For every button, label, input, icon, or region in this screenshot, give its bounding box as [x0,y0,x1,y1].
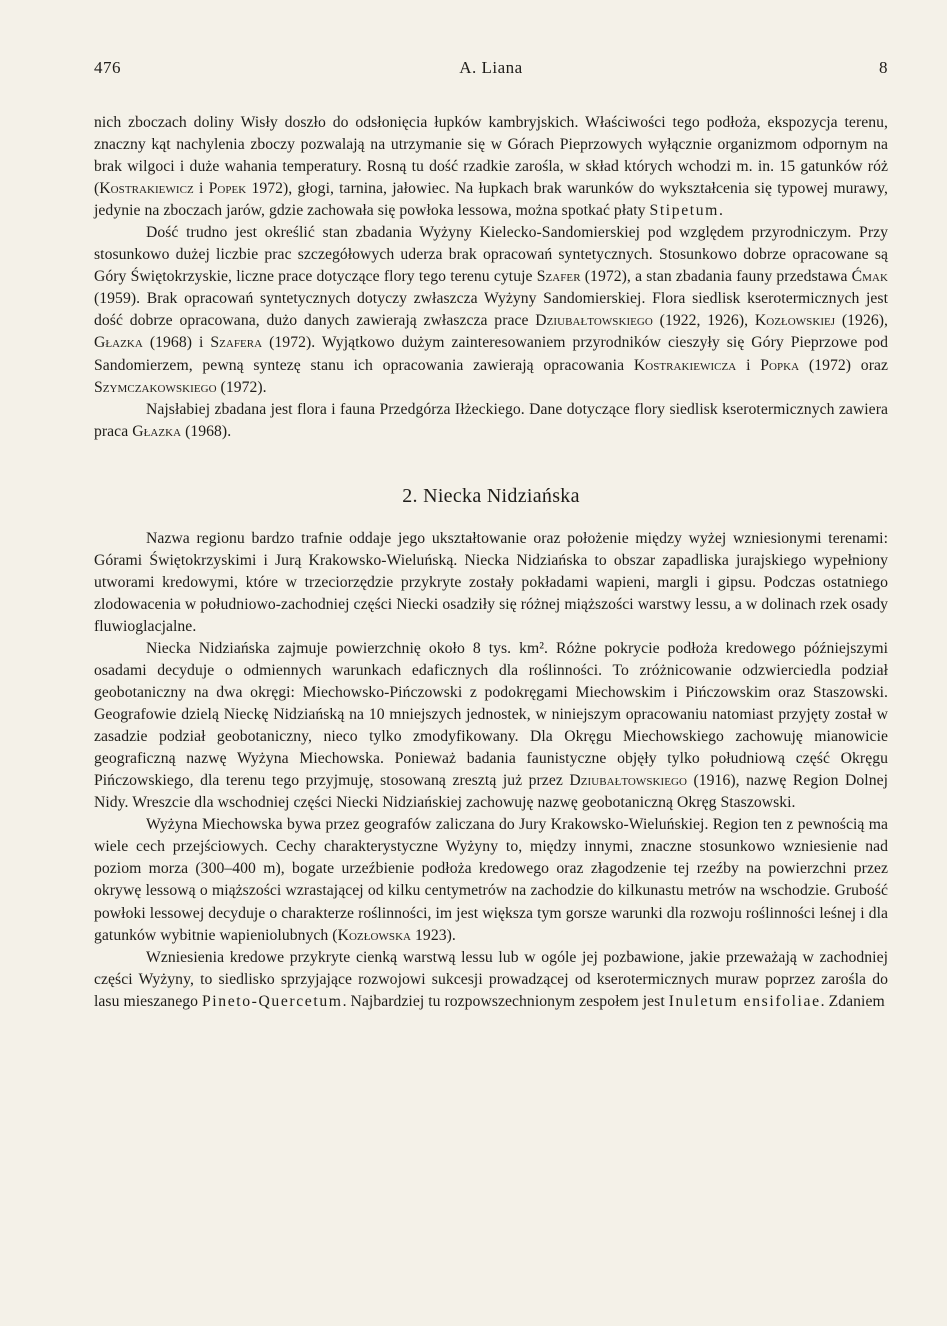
running-header [94,58,888,82]
paragraph: Niecka Nidziańska zajmuje powierzchnię około 8 tys. km². Różne pokrycie podłoża kredowego późniejszymi osadami decyduje o odmiennych warunkach edaficznych dla roślinności. To zróżnicowanie odzwierciedla podział geobotaniczny na dwa okręgi: Miechowsko-Pińczowski z podokręgami Miechowskim i Pińczowskim oraz Staszowski. Geografowie dzielą Nieckę Nidziańską na 10 mniejszych jednostek, w niniejszym opracowaniu natomiast przyjęty został w zasadzie podział geobotaniczny, nieco tylko zmodyfikowany. Dla Okręgu Miechowskiego zachowuję mianowicie geograficzną nazwę Wyżyna Miechowska. Ponieważ badania faunistyczne objęły tylko południową część Okręgu Pińczowskiego, dla terenu tego przyjmuję, stosowaną zresztą już przez Dziubałtowskiego (1916), nazwę Region Dolnej Nidy. Wreszcie dla wschodniej części Niecki Nidziańskiej zachowuję nazwę geobotaniczną Okręg Staszowski. [94,639,889,812]
cited-author: Popka [760,356,800,374]
paragraph: Najsłabiej zbadana jest flora i fauna Przedgórza Iłżeckiego. Dane dotyczące flory siedlisk kserotermicznych zawiera praca Głazka (1968). [94,400,888,440]
syntaxon-name: Stipetum [649,202,719,220]
cited-author: Kozłowska [337,926,412,944]
cited-author: Szafera [210,334,263,352]
page-number: 476 [94,58,121,77]
cited-author: Kozłowskiej [754,312,836,330]
cited-author: Głazka [94,334,143,352]
cited-author: Kostrakiewicza [633,356,737,374]
cited-author: Dziubałtowskiego [535,312,653,330]
body-text [94,112,888,1013]
paragraph-continuation: nich zboczach doliny Wisły doszło do odsłonięcia łupków kambryjskich. Właściwości tego podłoża, ekspozycja terenu, znaczny kąt nachylenia zboczy pozwalają na utrzymanie się w Górach Pieprzowych wyłącznie organizmom odpornym na brak wilgoci i duże wahania temperatury. Rosną tu dość rzadkie zarośla, w skład których wchodzi m. in. 15 gatunków róż (Kostrakiewicz i Popek 1972), głogi, tarnina, jałowiec. Na łupkach brak warunków do wykształcenia się typowej murawy, jedynie na zboczach jarów, gdzie zachowała się powłoka lessowa, można spotkać płaty Stipetum. [94,114,888,220]
paragraph: Wzniesienia kredowe przykryte cienką warstwą lessu lub w ogóle jej pozbawione, jakie przeważają w zachodniej części Wyżyny, to siedlisko sprzyjające rozwojowi sukcesji prowadzącej od kserotermicznych muraw poprzez zarośla do lasu mieszanego Pineto-Quercetum. Najbardziej tu rozpowszechnionym zespołem jest Inuletum ensifoliae. Zdaniem [94,948,888,1010]
cited-author: Ćmak [851,268,888,286]
paragraph: Wyżyna Miechowska bywa przez geografów zaliczana do Jury Krakowsko-Wieluńskiej. Region ten z pewnością ma wiele cech przejściowych. Cechy charakterystyczne Wyżyny to, między innymi, znaczne stosunkowo wzniesienie nad poziom morza (300–400 m), bogate urzeźbienie podłoża kredowego oraz złagodzenie tej rzeźby na powierzchni przez okrywę lessową o miąższości wzrastającej od kilku centymetrów na zachodzie do kilkunastu metrów na wschodzie. Grubość powłoki lessowej decyduje o charakterze roślinności, im jest większa tym gorsze warunki dla rozwoju roślinności leśnej i dla gatunków wybitnie wapieniolubnych (Kozłowska 1923). [94,816,888,944]
section-heading: 2. Niecka Nidziańska [402,484,580,507]
running-author: A. Liana [459,58,523,77]
syntaxon-name: Pineto-Quercetum [201,992,343,1010]
cited-author: Szafer [536,268,581,286]
cited-author: Kostrakiewicz [99,180,194,198]
cited-author: Dziubałtowskiego [569,772,687,790]
syntaxon-name: Inuletum ensifoliae [668,992,821,1010]
cited-author: Głazka [132,422,182,440]
cited-author: Popek [208,180,247,198]
cited-author: Szymczakowskiego [94,378,217,396]
running-section-number: 8 [879,58,888,77]
paragraph: Dość trudno jest określić stan zbadania Wyżyny Kielecko-Sandomierskiej pod względem przyrodniczym. Przy stosunkowo dużej liczbie prac szczegółowych uderza brak opracowań syntetycznych. Stosunkowo dobrze opracowane są Góry Świętokrzyskie, liczne prace dotyczące flory tego terenu cytuje Szafer (1972), a stan zbadania fauny przedstawa Ćmak (1959). Brak opracowań syntetycznych dotyczy zwłaszcza Wyżyny Sandomierskiej. Flora siedlisk kserotermicznych jest dość dobrze opracowana, dużo danych zawierają zwłaszcza prace Dziubałtowskiego (1922, 1926), Kozłowskiej (1926), Głazka (1968) i Szafera (1972). Wyjątkowo dużym zainteresowaniem przyrodników cieszyły się Góry Pieprzowe pod Sandomierzem, pewną syntezę stanu ich opracowania zawierają opracowania Kostrakiewicza i Popka (1972) oraz Szymczakowskiego (1972). [94,224,888,396]
paragraph: Nazwa regionu bardzo trafnie oddaje jego ukształtowanie oraz położenie między wyżej wzniesionymi terenami: Górami Świętokrzyskimi i Jurą Krakowsko-Wieluńską. Niecka Nidziańska to obszar zapadliska jurajskiego wypełniony utworami kredowymi, które w trzeciorzędzie przykryte zostały pokładami wapieni, margli i gipsu. Podczas ostatniego zlodowacenia w południowo-zachodniej części Niecki osadziły się różnej miąższości warstwy lessu, a w dolinach rzek osady fluwioglacjalne. [94,529,888,635]
